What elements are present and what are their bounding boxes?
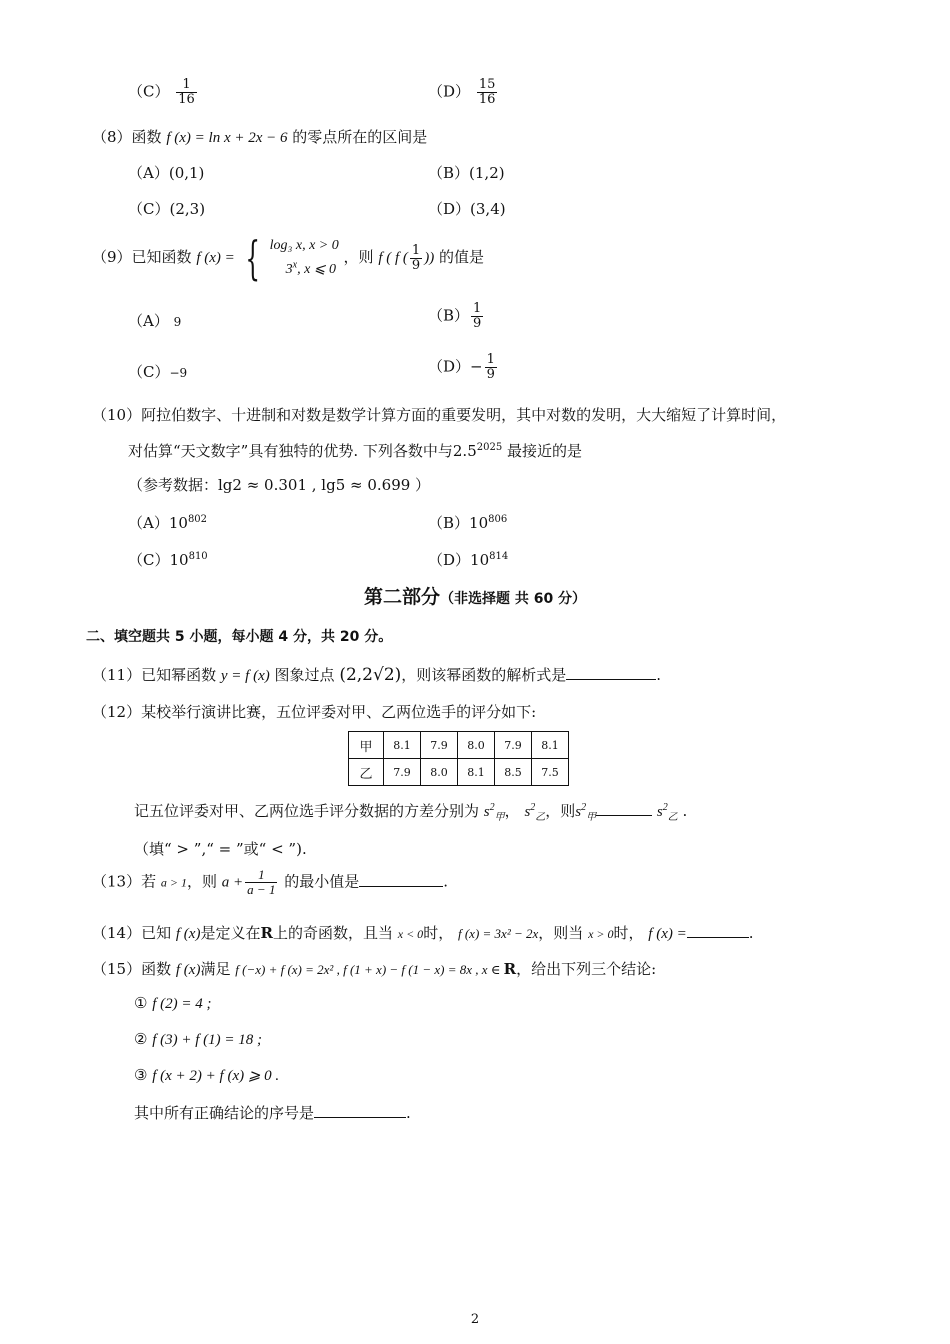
math-expression: f (3) + f (1) = 18 ; [152,1032,263,1048]
question-text: 图象过点 [274,666,335,684]
option-label: （D） [428,200,471,218]
question-12-line-2 [134,800,687,823]
case-1: log₃ x, x > 0 [269,238,339,253]
power-exponent: 806 [488,514,508,525]
question-text: ，给出下列三个结论: [516,960,657,978]
question-text: 函数 [141,960,172,978]
power-base: 10 [470,551,490,569]
question-number: （9） [92,248,132,266]
case-2 [270,258,339,282]
option-value: −9 [169,366,188,380]
q8-option-a [128,162,204,183]
part-title: 第二部分 [363,586,440,608]
answer-blank[interactable] [314,1103,406,1118]
option-value: (2,3) [169,200,206,218]
q8-option-d [428,198,506,219]
punctuation: ， [504,802,520,820]
math-expression: f (−x) + f (x) = 2x² , f (1 + x) − f (1 − x) = 8x , x ∈ [235,962,504,977]
option-label: （B） [428,514,470,532]
exponent: 2 [581,802,587,813]
conclusion-2 [134,1030,262,1049]
question-number: （12） [92,703,142,721]
q10-option-b [428,512,507,533]
subscript: 甲 [586,812,597,823]
question-number: （13） [92,872,142,891]
section-2-heading [86,626,392,646]
case-2-base: 3 [285,262,293,277]
question-text: 的最小值是 [284,872,360,891]
table-cell: 7.5 [532,759,569,786]
option-label: （A） [128,312,169,330]
question-text: 的零点所在的区间是 [292,128,428,146]
numerator: 1 [245,868,277,883]
math-expression: f ( f ( [378,250,408,266]
piecewise-cases [270,234,339,282]
option-value: (0,1) [168,164,205,182]
point-coordinates: (2,2√2) [339,665,402,685]
q9-option-c [128,361,187,382]
question-number: （11） [92,666,142,684]
numerator: 1 [486,352,495,367]
denominator: a − 1 [247,882,276,897]
question-10-line-2 [128,440,582,461]
table-cell: 8.1 [532,732,569,759]
table-cell: 8.0 [421,759,458,786]
case-2-exponent: x [292,259,298,271]
real-numbers-symbol: R [260,924,273,942]
part-subtitle: （非选择题 共 60 分） [439,591,587,607]
question-text: 时， [423,924,454,942]
question-10-reference [128,474,430,495]
question-text: ，则 [187,872,218,891]
question-text: ，则 [545,802,576,820]
fraction [471,302,483,331]
q10-option-a [128,512,207,533]
question-text: 最接近的是 [506,442,582,460]
q9-option-a [128,310,181,331]
circled-number: ③ [134,1066,148,1084]
option-value: 9 [173,315,182,329]
question-text: 已知 [141,924,172,942]
case-2-condition: , x ⩽ 0 [297,262,337,277]
power-base: 10 [469,514,489,532]
option-label: （D） [428,82,471,101]
numerator: 1 [411,242,421,258]
variance-symbol: s [524,804,531,820]
question-9 [92,231,484,285]
circled-number: ① [134,994,148,1012]
minus-sign: − [470,357,483,376]
denominator: 9 [486,367,495,382]
q8-option-c [128,198,205,219]
math-expression: a > 1 [160,875,187,890]
punctuation: . [656,666,662,684]
page-number: 2 [470,1312,480,1327]
question-text: 某校举行演讲比赛，五位评委对甲、乙两位选手的评分如下: [141,703,537,721]
option-label: （A） [128,514,169,532]
conclusion-3 [134,1066,279,1085]
question-15 [92,958,656,979]
answer-blank[interactable] [566,665,656,680]
table-cell: 7.9 [421,732,458,759]
option-value: (1,2) [469,164,505,182]
power-exponent: 2025 [476,442,503,453]
math-expression: y = f (x) [220,668,270,684]
row-header: 乙 [349,759,384,786]
denominator: 16 [478,92,496,107]
math-expression: f (x) = 3x² − 2x [457,926,539,941]
math-expression: f (x) = ln x + 2x − 6 [166,130,288,146]
option-value: (3,4) [470,200,506,218]
variance-symbol: s [483,804,490,820]
question-text: 若 [141,872,157,891]
conclusion-1 [134,994,212,1013]
table-cell: 8.1 [458,759,495,786]
variance-symbol: s [575,804,582,820]
q9-option-d [428,353,499,382]
table-cell: 7.9 [495,732,532,759]
question-text: 其中所有正确结论的序号是 [134,1104,315,1122]
punctuation: . [682,802,688,820]
part-2-heading [0,582,950,609]
question-text: 上的奇函数，且当 [272,924,393,942]
question-text: 函数 [131,128,162,146]
q9-option-b [428,302,485,331]
section-heading: 二、填空题共 5 小题，每小题 4 分，共 20 分。 [86,629,393,645]
left-brace-icon: { [244,231,260,285]
question-number: （10） [92,406,142,424]
denominator: 9 [473,316,482,331]
reference-data: （参考数据：lg2 ≈ 0.301 , lg5 ≈ 0.699 ） [128,476,431,494]
question-10 [92,404,786,425]
numerator: 1 [473,301,482,316]
subscript: 甲 [494,812,505,823]
fraction [176,78,197,107]
power-exponent: 802 [187,514,208,525]
option-label: （D） [428,357,471,376]
question-text: ，则当 [538,924,584,942]
variance-jia [483,802,505,823]
math-expression: a + [221,874,244,891]
option-label: （D） [428,551,471,569]
fraction [410,244,422,273]
math-expression: f (2) = 4 ; [152,996,212,1012]
option-label: （C） [128,200,170,218]
question-number: （8） [92,128,132,146]
fraction [477,78,498,107]
fraction [485,353,497,382]
question-number: （15） [92,960,142,978]
q10-option-d [428,549,508,570]
subscript: 乙 [667,812,678,823]
numerator: 1 [176,78,197,93]
circled-number: ② [134,1030,148,1048]
question-text: 的值是 [438,248,484,266]
variance-jia [575,802,597,823]
exponent: 2 [489,802,495,813]
table-row [349,759,569,786]
subscript: 乙 [535,812,546,823]
table-cell: 7.9 [384,759,421,786]
question-11 [92,664,661,685]
exponent: 2 [662,802,668,813]
math-expression: f (x) [175,962,201,978]
question-number: （14） [92,924,142,942]
power-exponent: 814 [489,551,509,562]
power-base: 10 [169,551,189,569]
option-label: （C） [128,363,170,381]
question-text: 是定义在 [200,924,261,942]
table-cell: 8.5 [495,759,532,786]
score-table [348,731,569,786]
fraction [245,868,277,897]
math-expression: )) [424,250,435,266]
real-numbers-symbol: R [503,960,517,978]
question-text: ，则 [343,248,374,266]
power-base: 2.5 [452,442,477,460]
table-cell: 8.1 [384,732,421,759]
math-expression: f (x + 2) + f (x) ⩾ 0 . [152,1068,280,1084]
question-text: 阿拉伯数字、十进制和对数是数学计算方面的重要发明，其中对数的发明，大大缩短了计算时间， [141,406,787,424]
variance-yi [524,802,546,823]
question-text: 记五位评委对甲、乙两位选手评分数据的方差分别为 [134,802,480,820]
question-text: ，则该幂函数的解析式是 [401,666,567,684]
denominator: 16 [178,92,195,107]
table-cell: 8.0 [458,732,495,759]
question-12-line-3 [134,838,307,859]
question-text: 满足 [200,960,231,978]
math-expression: x > 0 [588,927,614,941]
answer-blank[interactable] [596,801,652,816]
q8-option-b [428,162,505,183]
math-expression: f (x) = [196,250,235,266]
question-text: 对估算“天文数字”具有独特的优势. 下列各数中与 [128,442,453,460]
math-expression: f (x) = [648,926,687,942]
option-label: （C） [128,551,170,569]
question-13 [92,868,448,897]
answer-blank[interactable] [687,923,749,938]
question-8 [92,126,427,147]
option-label: （A） [128,164,169,182]
variance-yi [656,802,678,823]
q7-option-c [128,78,199,107]
denominator: 9 [411,257,421,273]
math-expression: x < 0 [397,927,424,941]
row-header: 甲 [349,732,384,759]
power-exponent: 810 [188,551,208,562]
question-12 [92,701,536,722]
punctuation: . [748,924,754,942]
q7-option-d [428,78,499,107]
question-14 [92,922,754,943]
math-expression: f (x) [175,926,201,942]
exponent: 2 [530,802,536,813]
table-row [349,732,569,759]
question-text: 已知幂函数 [141,666,217,684]
question-text: （填“ > ”,“ = ”或“ < ”). [134,840,307,858]
option-label: （C） [128,82,170,101]
answer-blank[interactable] [359,872,443,887]
question-text: 时， [613,924,644,942]
punctuation: . [443,872,449,891]
numerator: 15 [478,77,496,92]
question-15-final [134,1102,411,1123]
option-label: （B） [428,164,470,182]
power-base: 10 [168,514,188,532]
option-label: （B） [428,306,470,325]
variance-symbol: s [656,804,663,820]
question-text: 已知函数 [131,248,192,266]
q10-option-c [128,549,208,570]
punctuation: . [406,1104,411,1122]
